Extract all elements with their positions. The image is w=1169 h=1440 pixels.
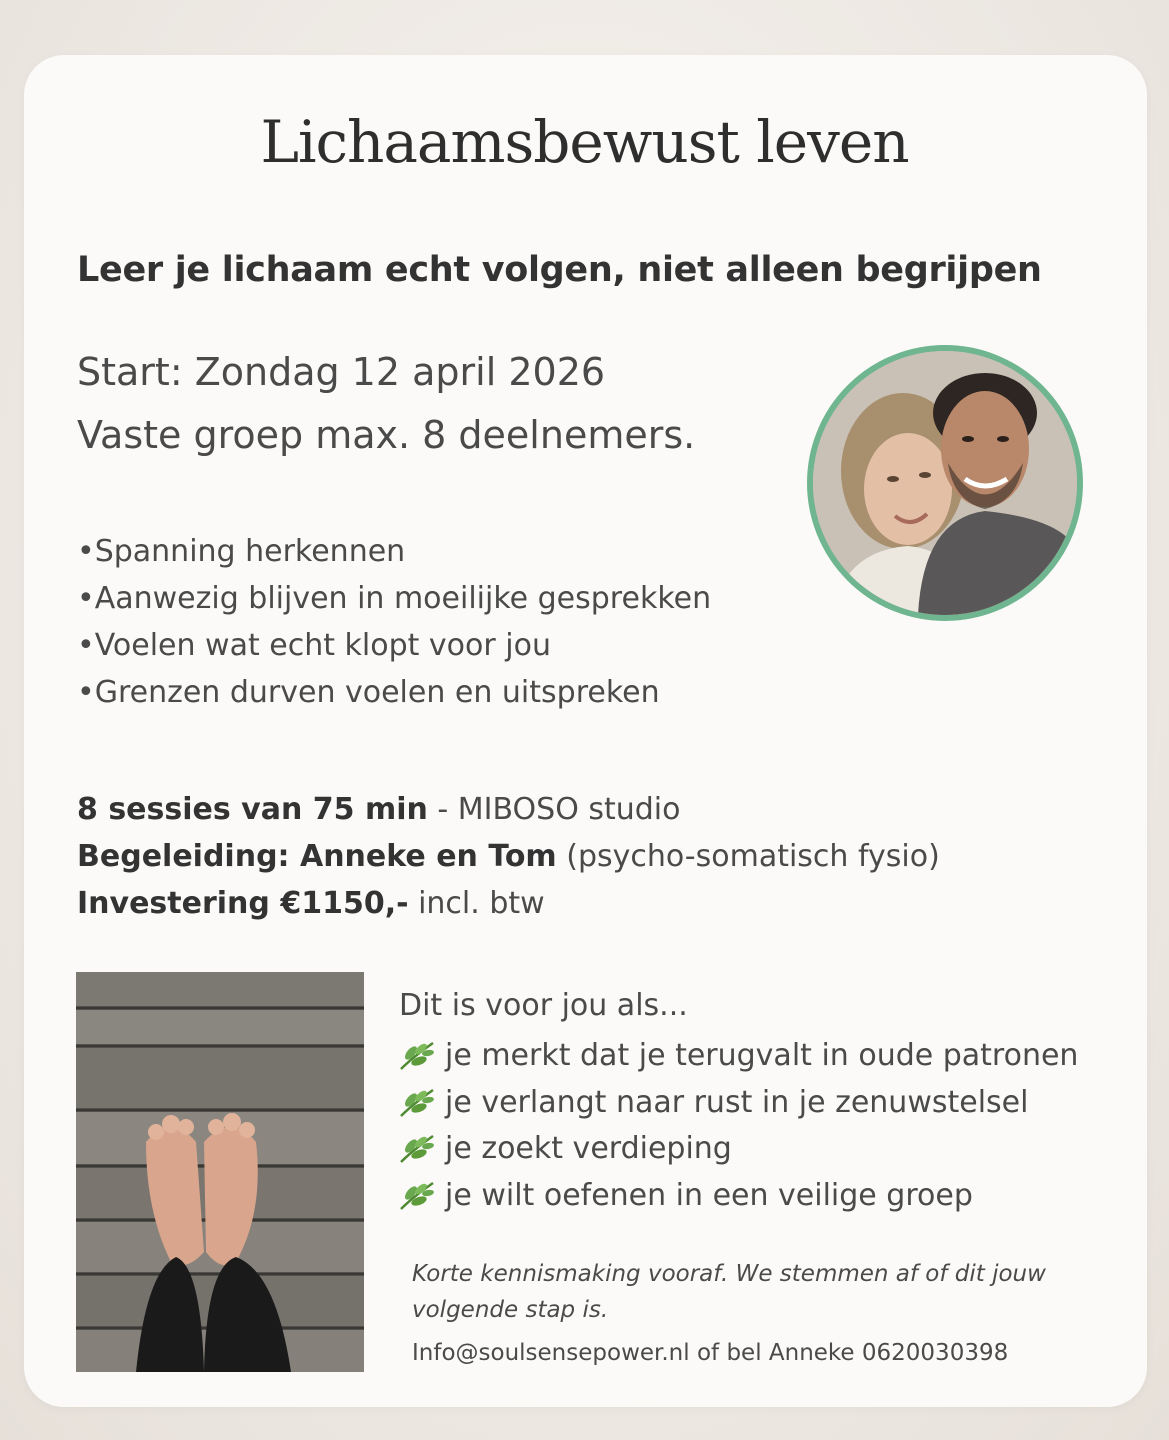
leaf-icon [397, 1179, 437, 1213]
list-item: •Spanning herkennen [77, 534, 406, 569]
guidance-label: Begeleiding: Anneke en Tom [77, 839, 557, 874]
list-item [397, 1080, 1078, 1127]
feet-photo [76, 972, 364, 1372]
sessions-info [77, 792, 681, 827]
portrait-photo [807, 345, 1083, 621]
contact-info[interactable]: Info@soulsensepower.nl of bel Anneke 0620030398 [412, 1340, 1009, 1366]
for-you-item-text: je verlangt naar rust in je zenuwstelsel [445, 1084, 1029, 1120]
for-you-item-text: je merkt dat je terugvalt in oude patronen [445, 1038, 1079, 1073]
flyer-title: Lichaamsbewust leven [260, 108, 909, 176]
for-you-item-text: je zoekt verdieping [445, 1131, 732, 1166]
intro-note: Korte kennismaking vooraf. We stemmen af of dit jouw volgende stap is. [412, 1261, 1046, 1323]
sessions-label: 8 sessies van 75 min [77, 792, 428, 827]
guidance-info [77, 839, 940, 874]
sessions-location: - MIBOSO studio [427, 792, 681, 827]
list-item: •Aanwezig blijven in moeilijke gesprekken [77, 581, 712, 616]
flyer-subtitle: Leer je lichaam echt volgen, niet alleen begrijpen [77, 250, 1042, 290]
group-size: Vaste groep max. 8 deelnemers. [77, 413, 696, 457]
for-you-item-text: je wilt oefenen in een veilige groep [445, 1177, 973, 1213]
for-you-list [397, 1033, 1078, 1219]
list-item [397, 1173, 1078, 1220]
list-item: •Voelen wat echt klopt voor jou [77, 628, 551, 663]
leaf-icon [397, 1132, 437, 1166]
benefits-list [77, 528, 711, 716]
start-date: Start: Zondag 12 april 2026 [77, 350, 606, 394]
list-item [397, 1033, 1078, 1080]
list-item [397, 1126, 1078, 1173]
investment-label: Investering €1150,- [77, 886, 409, 921]
leaf-icon [397, 1086, 437, 1120]
list-item: •Grenzen durven voelen en uitspreken [77, 675, 660, 710]
leaf-icon [397, 1039, 437, 1073]
guidance-detail: (psycho-somatisch fysio) [556, 839, 940, 874]
investment-info [77, 886, 545, 921]
for-you-intro: Dit is voor jou als... [399, 988, 688, 1023]
investment-detail: incl. btw [408, 886, 545, 921]
